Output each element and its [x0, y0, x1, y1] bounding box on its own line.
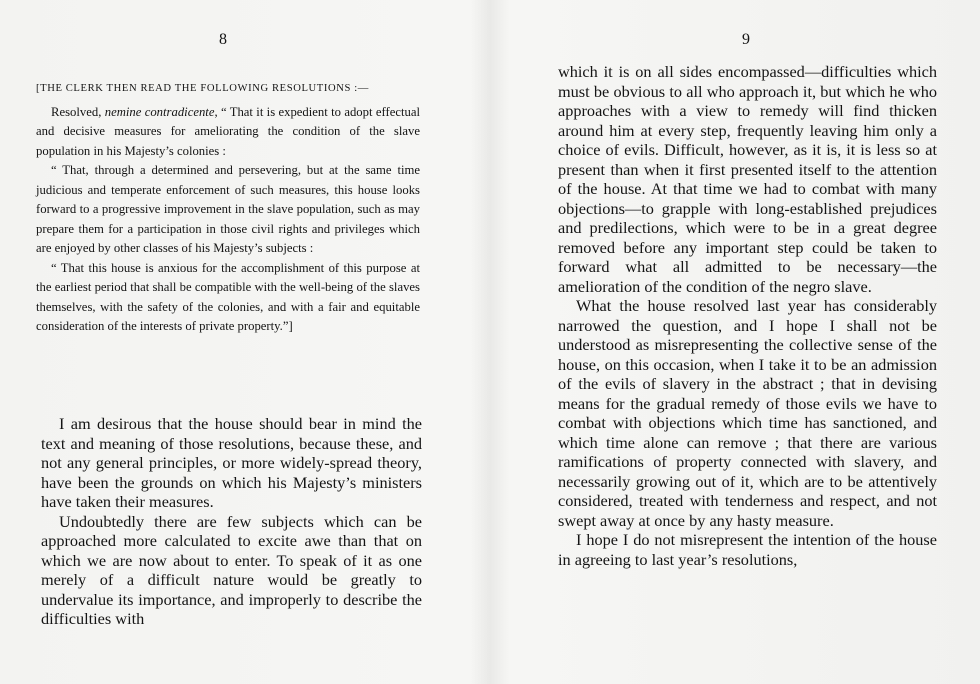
right-body-text — [558, 62, 937, 569]
resolution-1-text: , “ That it is expedient to adopt effectual and decisive measures for ameliorating the condition of the slave population in his Majesty’s colonies : — [36, 104, 420, 158]
resolution-1 — [36, 103, 420, 162]
page-number: 8 — [219, 31, 228, 48]
paragraph: Undoubtedly there are few subjects which can be approached more calculated to excite awe than that on which we are now about to enter. To speak of it as one merely of a difficult nature would be greatly to undervalue its importance, and improperly to describe the difficulties with — [41, 511, 422, 628]
paragraph: What the house resolved last year has considerably narrowed the question, and I hope I shall not be understood as misrepresenting the collective sense of the house, on this occasion, when I take it to be an admission of the evils of slavery in the abstract ; that in devising means for the gradual remedy of those evils we have to combat with objections which time has sanctioned, and which time alone can remove ; that there are various ramifications of property connected with slavery, and necessarily growing out of it, which are to be attentively considered, treated with tenderness and respect, and not swept away at once by any hasty measure. — [558, 296, 937, 530]
paragraph: I am desirous that the house should bear in mind the text and meaning of those resolutions, because these, and not any general principles, or more widely-spread theory, have been the grounds on which his Majesty’s ministers have taken their measures. — [41, 414, 422, 511]
resolution-2: “ That, through a determined and persevering, but at the same time judicious and temperate enforcement of such measures, this house looks forward to a progressive improvement in the slave population, such as may prepare them for a participation in those civil rights and privileges which are enjoyed by other classes of his Majesty’s subjects : — [36, 163, 420, 255]
resolutions-block — [36, 79, 420, 337]
resolution-1-latin: nemine contradicente — [104, 104, 215, 119]
left-body-text — [41, 414, 422, 629]
right-page — [490, 0, 980, 684]
paragraph: I hope I do not misrepresent the intention of the house in agreeing to last year’s resolutions, — [558, 530, 937, 569]
resolution-3: “ That this house is anxious for the accomplishment of this purpose at the earliest period that shall be compatible with the well-being of the slaves themselves, with the safety of the colonies, and with a fair and equitable consideration of the interests of private property.”] — [36, 260, 420, 333]
resolution-1-prefix: Resolved, — [51, 104, 105, 119]
page-number: 9 — [742, 31, 751, 48]
paragraph: which it is on all sides encompassed—difficulties which must be obvious to all who approach it, but which he who approaches with a view to remedy will find thicken around him at every step, frequently leaving him only a choice of evils. Difficult, however, as it is, it is less so at present than when it first presented itself to the attention of the house. At that time we had to combat with many objections—to grapple with long-established prejudices and predilections, which were to be in a great degree removed before any important step could be taken to forward what all admitted to be necessary—the amelioration of the condition of the negro slave. — [558, 62, 937, 296]
clerk-heading: [THE CLERK THEN READ THE FOLLOWING RESOLUTIONS :— — [36, 83, 369, 94]
